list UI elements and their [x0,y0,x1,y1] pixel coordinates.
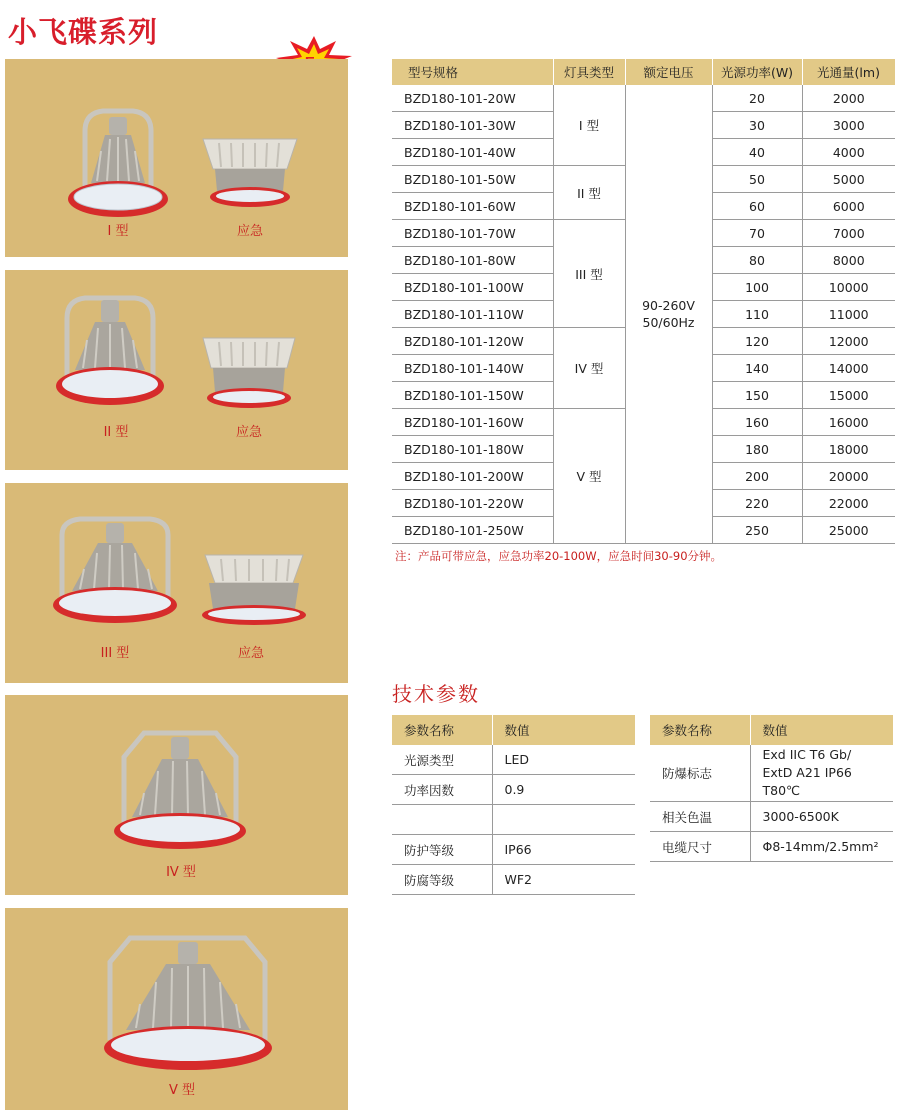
product-panel-type-1 [5,59,348,257]
power-cell: 70 [712,220,802,247]
power-cell: 20 [712,85,802,112]
param-value: Φ8-14mm/2.5mm² [750,832,893,862]
type-cell: V 型 [553,409,625,544]
header-type: 灯具类型 [553,59,625,85]
power-cell: 250 [712,517,802,544]
power-cell: 80 [712,247,802,274]
caption-emergency-3: 应急 [237,646,264,661]
product-panel-type-4 [5,695,348,895]
flux-cell: 2000 [802,85,895,112]
flux-cell: 5000 [802,166,895,193]
model-cell: BZD180-101-100W [392,274,553,301]
flux-cell: 15000 [802,382,895,409]
param-value [750,745,893,802]
type-cell: II 型 [553,166,625,220]
caption-type-2: II 型 [103,425,129,440]
model-cell: BZD180-101-120W [392,328,553,355]
header-power: 光源功率(W) [712,59,802,85]
explosion-mark-line-2: ExtD A21 IP66 T80℃ [762,765,852,798]
model-cell: BZD180-101-60W [392,193,553,220]
table-row [392,745,635,775]
model-cell: BZD180-101-50W [392,166,553,193]
flux-cell: 16000 [802,409,895,436]
caption-emergency-1: 应急 [236,224,263,239]
power-cell: 180 [712,436,802,463]
table-row [650,745,893,802]
table-row [392,85,895,112]
caption-type-1: I 型 [107,224,129,239]
flux-cell: 7000 [802,220,895,247]
voltage-frequency: 50/60Hz [642,315,695,330]
tech-left-header [392,715,635,745]
flux-cell: 22000 [802,490,895,517]
caption-type-3: III 型 [100,646,130,661]
model-cell: BZD180-101-150W [392,382,553,409]
power-cell: 160 [712,409,802,436]
caption-type-4: IV 型 [166,865,196,880]
model-cell: BZD180-101-250W [392,517,553,544]
power-cell: 220 [712,490,802,517]
header-param-name: 参数名称 [650,715,750,745]
flux-cell: 14000 [802,355,895,382]
product-panel-type-2 [5,270,348,470]
table-row [392,835,635,865]
spec-note: 注：产品可带应急，应急功率20-100W，应急时间30-90分钟。 [395,549,723,563]
table-row [392,775,635,805]
param-value: 0.9 [492,775,635,805]
header-voltage: 额定电压 [625,59,712,85]
model-cell: BZD180-101-200W [392,463,553,490]
lamp-type-3-image [50,513,180,628]
flux-cell: 8000 [802,247,895,274]
param-name: 防护等级 [392,835,492,865]
table-row [392,805,635,835]
type-cell: IV 型 [553,328,625,409]
model-cell: BZD180-101-40W [392,139,553,166]
flux-cell: 12000 [802,328,895,355]
spec-table [392,59,896,544]
model-cell: BZD180-101-20W [392,85,553,112]
flux-cell: 10000 [802,274,895,301]
voltage-range: 90-260V [642,298,695,313]
power-cell: 60 [712,193,802,220]
header-model: 型号规格 [392,59,553,85]
tech-right-header [650,715,893,745]
table-row [650,802,893,832]
page-title: 小飞碟系列 [8,15,159,49]
lamp-emergency-1-image [195,127,305,217]
tech-title: 技术参数 [392,682,480,706]
param-name: 防腐等级 [392,865,492,895]
flux-cell: 6000 [802,193,895,220]
power-cell: 140 [712,355,802,382]
table-row [650,832,893,862]
table-row [392,865,635,895]
header-param-name: 参数名称 [392,715,492,745]
model-cell: BZD180-101-110W [392,301,553,328]
flux-cell: 11000 [802,301,895,328]
param-value: IP66 [492,835,635,865]
lamp-emergency-2-image [195,328,305,413]
tech-table-left [392,715,636,895]
param-value: 3000-6500K [750,802,893,832]
lamp-type-2-image [53,288,168,408]
param-value [492,805,635,835]
spec-header-row [392,59,895,85]
model-cell: BZD180-101-220W [392,490,553,517]
model-cell: BZD180-101-140W [392,355,553,382]
model-cell: BZD180-101-180W [392,436,553,463]
power-cell: 200 [712,463,802,490]
type-cell: I 型 [553,85,625,166]
flux-cell: 3000 [802,112,895,139]
param-value: LED [492,745,635,775]
param-name: 功率因数 [392,775,492,805]
power-cell: 150 [712,382,802,409]
lamp-type-5-image [100,930,275,1080]
lamp-type-4-image [110,723,250,853]
power-cell: 100 [712,274,802,301]
power-cell: 110 [712,301,802,328]
model-cell: BZD180-101-30W [392,112,553,139]
param-name: 电缆尺寸 [650,832,750,862]
param-name: 光源类型 [392,745,492,775]
model-cell: BZD180-101-70W [392,220,553,247]
flux-cell: 25000 [802,517,895,544]
model-cell: BZD180-101-80W [392,247,553,274]
product-panel-type-3 [5,483,348,683]
header-flux: 光通量(lm) [802,59,895,85]
model-cell: BZD180-101-160W [392,409,553,436]
param-name: 相关色温 [650,802,750,832]
type-cell: III 型 [553,220,625,328]
caption-emergency-2: 应急 [235,425,262,440]
lamp-emergency-3-image [195,545,315,630]
voltage-cell [625,85,712,544]
power-cell: 40 [712,139,802,166]
flux-cell: 20000 [802,463,895,490]
power-cell: 50 [712,166,802,193]
caption-type-5: V 型 [168,1083,196,1098]
power-cell: 30 [712,112,802,139]
header-param-value: 数值 [750,715,893,745]
flux-cell: 18000 [802,436,895,463]
param-name: 防爆标志 [650,745,750,802]
tech-table-right [650,715,894,862]
flux-cell: 4000 [802,139,895,166]
header-param-value: 数值 [492,715,635,745]
product-panel-type-5 [5,908,348,1110]
explosion-mark-line-1: Exd IIC T6 Gb/ [762,747,852,762]
param-name [392,805,492,835]
param-value: WF2 [492,865,635,895]
power-cell: 120 [712,328,802,355]
